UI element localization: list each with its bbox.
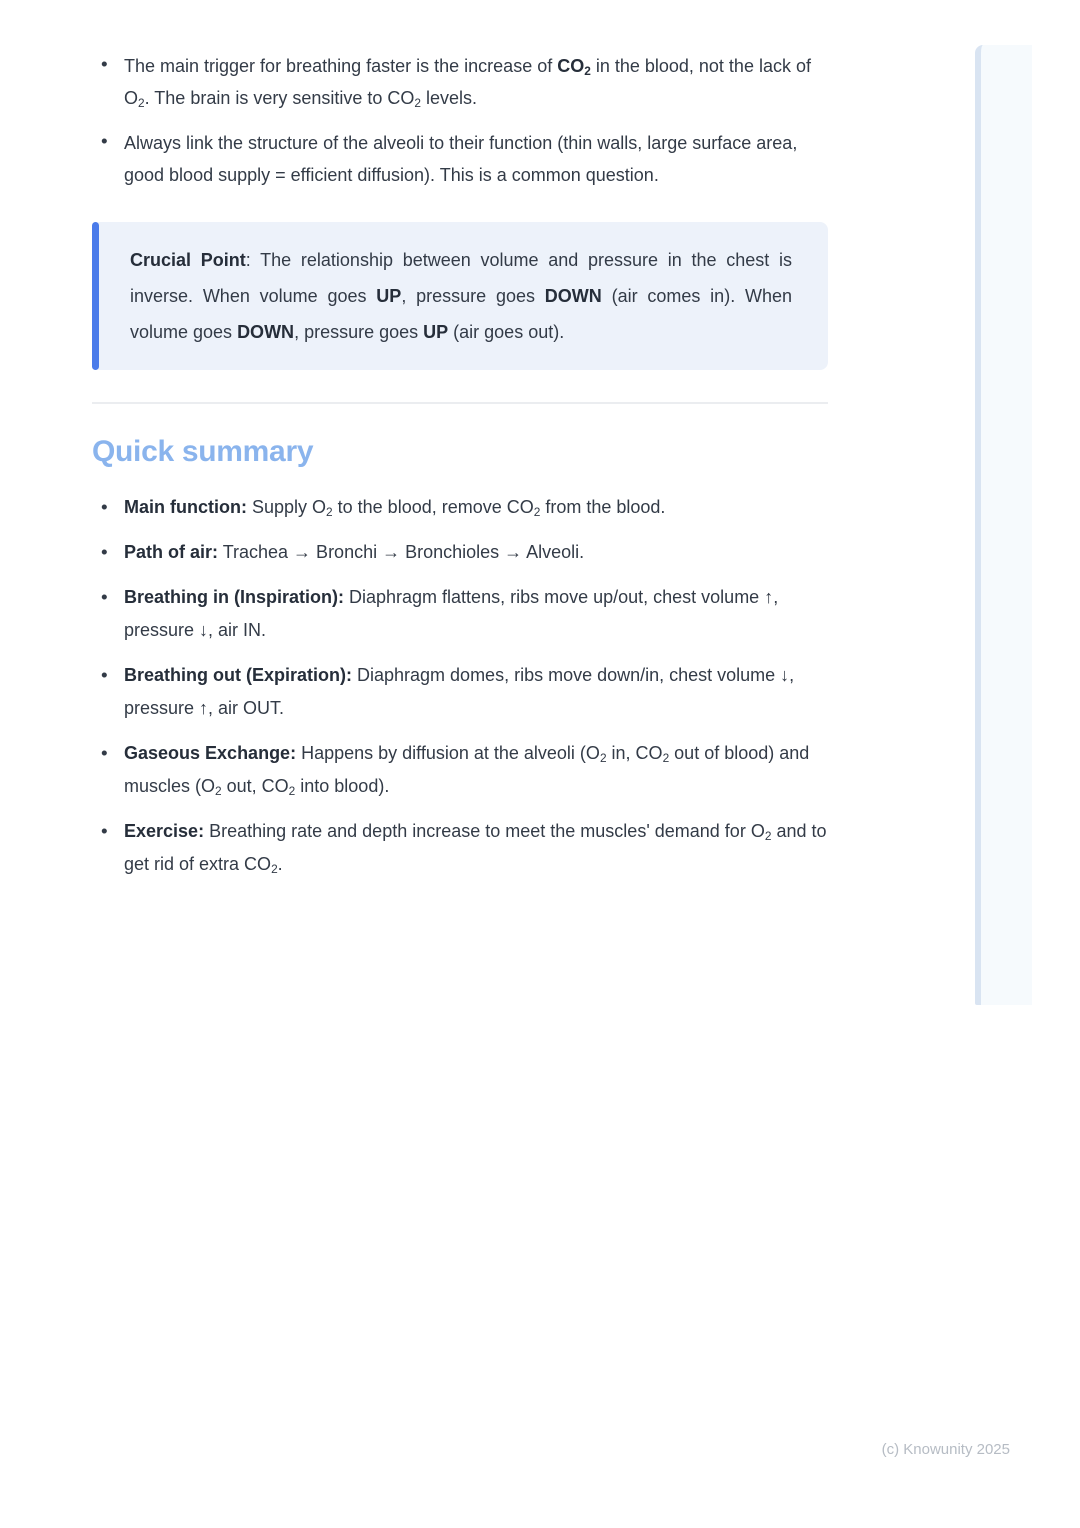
list-item xyxy=(92,50,828,114)
list-item xyxy=(92,536,828,569)
list-item xyxy=(92,737,828,803)
next-page-preview[interactable] xyxy=(975,45,1032,1005)
callout-accent-bar xyxy=(92,222,99,370)
summary-list xyxy=(92,491,828,881)
tip-text: Always link the structure of the alveoli to their function (thin walls, large surface area, good blood supply = efficient diffusion). This is a common question. xyxy=(124,133,798,185)
summary-item-text: Gaseous Exchange: Happens by diffusion at the alveoli ($O_2$ in, $CO_2$ out of blood) and muscles ($O_2$ out, $CO_2$ into blood). xyxy=(124,743,810,798)
list-item xyxy=(92,127,828,191)
list-item xyxy=(92,659,828,725)
list-item xyxy=(92,581,828,647)
exam-tips-list xyxy=(92,50,828,191)
section-divider xyxy=(92,402,828,404)
callout-text: Crucial Point: The relationship between volume and pressure in the chest is inverse. When volume goes UP, pressure goes DOWN (air comes in). When volume goes DOWN, pressure goes UP (air goes out). xyxy=(130,250,793,342)
summary-item-text: Main function: Supply $O_2$ to the blood, remove $CO_2$ from the blood. xyxy=(124,497,666,519)
section-heading: Quick summary xyxy=(92,435,314,468)
tip-text: The main trigger for breathing faster is the increase of $CO_2$ in the blood, not the lack of $O_2$. The brain is very sensitive to $CO_2$ levels. xyxy=(124,56,811,110)
list-item xyxy=(92,815,828,881)
list-item xyxy=(92,491,828,524)
summary-item-text: Breathing in (Inspiration): Diaphragm flattens, ribs move up/out, chest volume ↑, pressure ↓, air IN. xyxy=(124,587,779,640)
crucial-point-callout xyxy=(92,222,828,370)
summary-item-text: Path of air: Trachea → Bronchi → Bronchioles → Alveoli. xyxy=(124,542,585,562)
document-content xyxy=(92,50,828,893)
copyright-notice: (c) Knowunity 2025 xyxy=(881,1441,1010,1458)
summary-item-text: Exercise: Breathing rate and depth increase to meet the muscles' demand for $O_2$ and to get rid of extra $CO_2$. xyxy=(124,821,827,876)
summary-item-text: Breathing out (Expiration): Diaphragm domes, ribs move down/in, chest volume ↓, pressure ↑, air OUT. xyxy=(124,665,795,718)
